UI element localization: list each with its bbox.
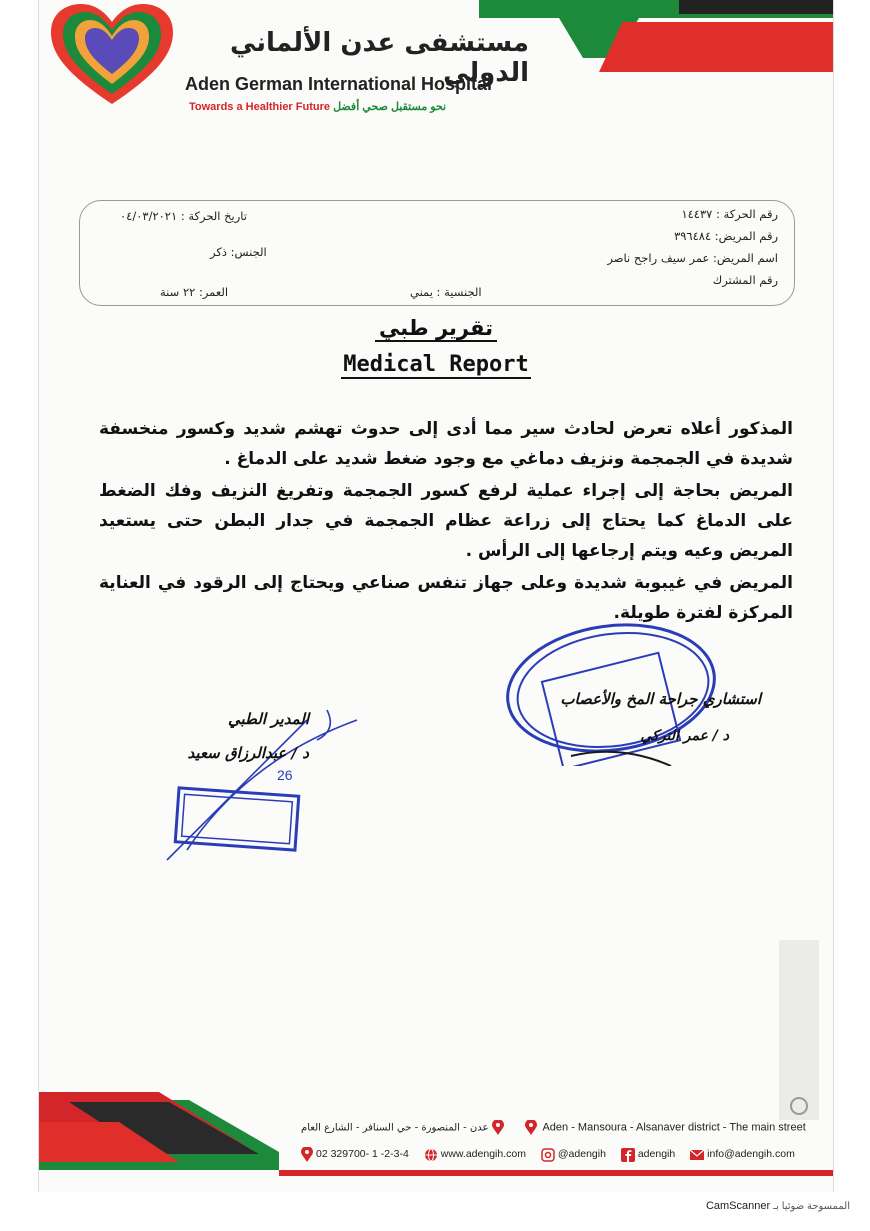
email-link[interactable]: info@adengih.com: [690, 1148, 801, 1160]
location-pin-icon: [301, 1147, 313, 1162]
medical-director-title: المدير الطبي: [227, 710, 309, 728]
consultant-name: د / عمر التركي: [640, 728, 729, 744]
tagline-arabic: نحو مستقبل صحي أفضل: [333, 101, 447, 113]
gender: الجنس: ذكر: [210, 245, 267, 259]
location-pin-icon: [525, 1120, 537, 1135]
mail-icon: [690, 1148, 704, 1162]
instagram-icon: [541, 1148, 555, 1162]
report-paragraph-1: المذكور أعلاه تعرض لحادث سير مما أدى إلى حدوث تهشم شديد وكسور منخسفة شديدة في الجمجمة ونزيف دماغي مع وجود ضغط شديد على الدماغ .: [99, 419, 793, 469]
tagline: [189, 100, 446, 113]
report-paragraph-3: المريض في غيبوبة شديدة وعلى جهاز تنفس صناعي ويحتاج إلى الرقود في العناية المركزة لفترة طويلة.: [99, 573, 793, 623]
svg-text:26: 26: [277, 767, 293, 783]
patient-number: رقم المريض: ٣٩٦٤٨٤: [674, 229, 778, 243]
report-body: [99, 414, 793, 630]
nationality: الجنسية : يمني: [410, 285, 482, 299]
contact-row: [301, 1147, 807, 1162]
patient-info-box: [79, 200, 795, 306]
consultant-title: استشاري جراحة المخ والأعصاب: [560, 690, 761, 708]
hospital-name-arabic: مستشفى عدن الألماني الدولي: [229, 28, 529, 88]
report-paragraph-2: المريض بحاجة إلى إجراء عملية لرفع كسور الجمجمة وتفريغ النزيف وفك الضغط على الدماغ كما يحتاج إلى زراعة عظام الجمجمة في جدار البطن حتى يستعيد المريض وعيه ويتم إرجاعها إلى الرأس .: [99, 481, 793, 561]
phone-contact: 02 329700- 1 -2-3-4: [301, 1148, 418, 1160]
report-title-english: Medical Report: [343, 352, 529, 377]
age: العمر: ٢٢ سنة: [160, 285, 229, 299]
camscanner-label-arabic: الممسوحة ضوئيا بـ: [773, 1201, 850, 1212]
website-link[interactable]: www.adengih.com: [424, 1148, 535, 1160]
location-pin-icon: [492, 1120, 504, 1135]
scan-watermark-icon: [769, 940, 829, 1120]
document-page: [38, 0, 834, 1192]
facebook-link[interactable]: adengih: [621, 1148, 684, 1160]
hospital-logo-heart-icon: [47, 0, 177, 112]
movement-number: رقم الحركة : ١٤٤٣٧: [681, 207, 778, 221]
patient-name: اسم المريض: عمر سيف راجح ناصر: [607, 251, 778, 265]
footer-stripes: [39, 1092, 279, 1170]
header-red-shape: [599, 22, 833, 72]
globe-icon: [424, 1148, 438, 1162]
footer-red-line: [279, 1170, 833, 1176]
report-title-arabic: تقرير طبي: [39, 316, 833, 340]
facebook-icon: [621, 1148, 635, 1162]
tagline-english: Towards a Healthier Future: [189, 101, 330, 113]
hospital-name-english: Aden German International Hospital: [185, 74, 493, 94]
camscanner-label-english: CamScanner: [705, 1200, 771, 1212]
address-arabic: عدن - المنصورة - حي السنافر - الشارع العام: [301, 1120, 507, 1135]
instagram-link[interactable]: @adengih: [541, 1148, 615, 1160]
address-english: Aden - Mansoura - Alsanaver district - The main street: [525, 1120, 806, 1135]
camscanner-label: [610, 1200, 850, 1212]
medical-director-name: د / عبدالرزاق سعيد: [187, 744, 309, 762]
subscriber-number: رقم المشترك: [712, 273, 778, 287]
movement-date: تاريخ الحركة : ٠٤/٠٣/٢٠٢١: [120, 209, 248, 223]
header-dark-band: [679, 0, 833, 14]
